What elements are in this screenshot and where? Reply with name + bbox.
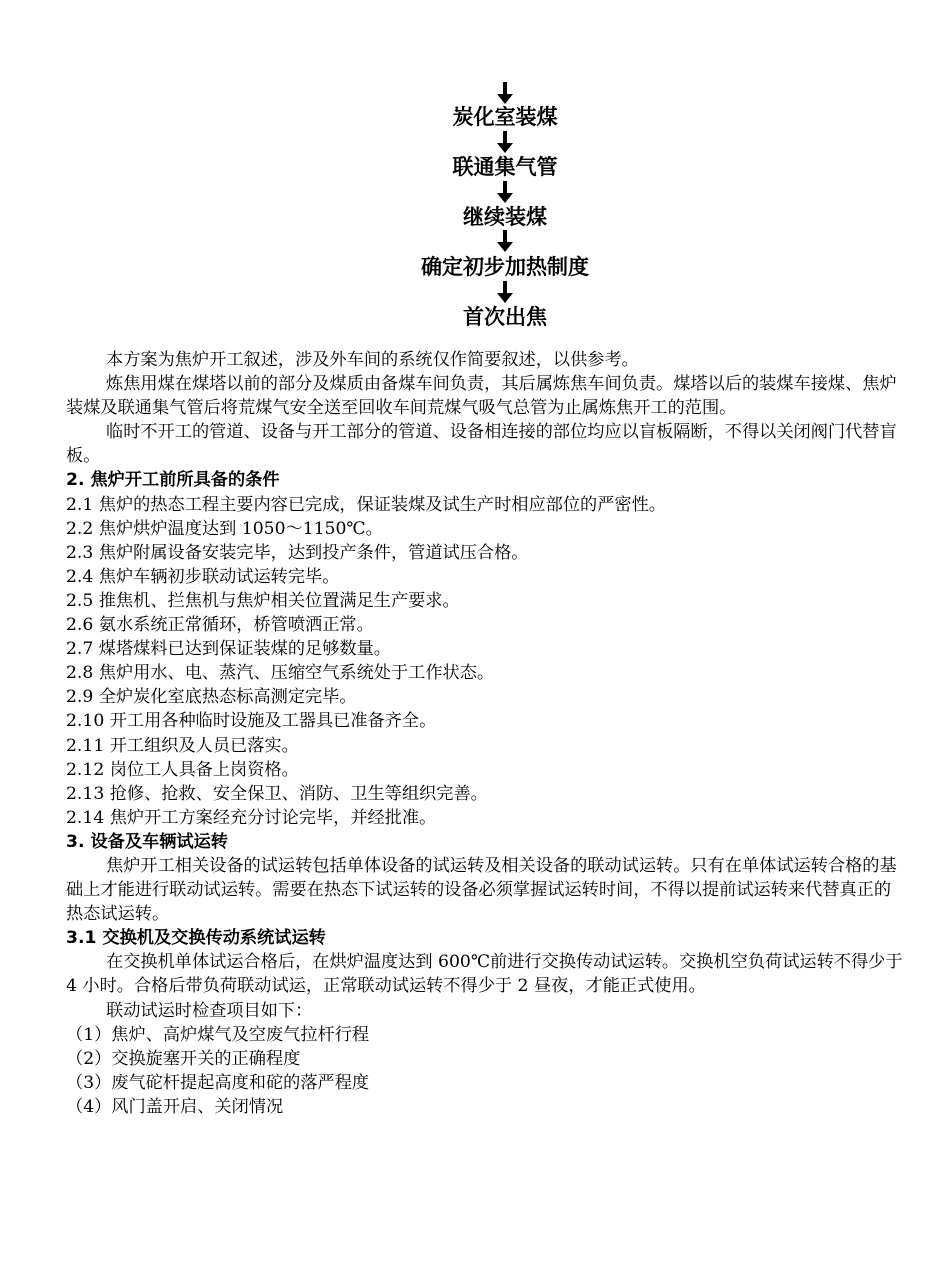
condition-item: 2.9 全炉炭化室底热态标高测定完毕。 [66,687,357,708]
check-item: （2）交换旋塞开关的正确程度 [66,1048,301,1069]
check-item: （4）风门盖开启、关闭情况 [66,1096,284,1117]
flow-step-2: 联通集气管 [452,155,558,179]
section-paragraph: 联动试运时检查项目如下： [106,1000,313,1021]
down-arrow-icon [495,82,515,104]
condition-item: 2.1 焦炉的热态工程主要内容已完成，保证装煤及试生产时相应部位的严密性。 [66,494,666,515]
flow-step-1: 炭化室装煤 [452,105,558,129]
flow-step-3: 继续装煤 [463,205,547,229]
condition-item: 2.6 氨水系统正常循环，桥管喷洒正常。 [66,615,374,636]
section-paragraph: 在交换机单体试运合格后，在烘炉温度达到 600℃前进行交换传动试运转。交换机空负荷试运转不得少于 4 小时。合格后带负荷联动试运，正常联动试运转不得少于 2 昼夜，才能正式使用。 [66,952,903,997]
check-item: （1）焦炉、高炉煤气及空废气拉杆行程 [66,1024,370,1045]
condition-item: 2.4 焦炉车辆初步联动试运转完毕。 [66,566,340,587]
check-item: （3）废气砣杆提起高度和砣的落严程度 [66,1072,370,1093]
condition-item: 2.5 推焦机、拦焦机与焦炉相关位置满足生产要求。 [66,590,460,611]
condition-item: 2.14 焦炉开工方案经充分讨论完毕，并经批准。 [66,807,437,828]
subsection-heading: 3.1 交换机及交换传动系统试运转 [66,928,326,949]
flow-step-4: 确定初步加热制度 [421,255,589,279]
intro-paragraph: 本方案为焦炉开工叙述，涉及外车间的系统仅作简要叙述，以供参考。 [106,350,639,370]
condition-item: 2.8 焦炉用水、电、蒸汽、压缩空气系统处于工作状态。 [66,663,495,684]
intro-paragraph: 炼焦用煤在煤塔以前的部分及煤质由备煤车间负责，其后属炼焦车间负责。煤塔以后的装煤车接煤、焦炉装煤及联通集气管后将荒煤气安全送至回收车间荒煤气吸气总管为止属炼焦开工的范围。 [66,374,897,419]
condition-item: 2.2 焦炉烘炉温度达到 1050～1150℃。 [66,518,383,539]
condition-item: 2.12 岗位工人具备上岗资格。 [66,759,299,780]
down-arrow-icon [495,181,515,203]
intro-paragraph: 临时不开工的管道、设备与开工部分的管道、设备相连接的部位均应以盲板隔断，不得以关闭阀门代替盲板。 [66,422,897,467]
condition-item: 2.10 开工用各种临时设施及工器具已准备齐全。 [66,711,437,732]
down-arrow-icon [495,281,515,303]
condition-item: 2.13 抢修、抢救、安全保卫、消防、卫生等组织完善。 [66,783,488,804]
down-arrow-icon [495,131,515,153]
section-heading: 2. 焦炉开工前所具备的条件 [66,470,280,491]
condition-item: 2.11 开工组织及人员已落实。 [66,735,299,756]
condition-item: 2.3 焦炉附属设备安装完毕，达到投产条件，管道试压合格。 [66,542,529,563]
document-body [66,348,904,1119]
section-paragraph: 焦炉开工相关设备的试运转包括单体设备的试运转及相关设备的联动试运转。只有在单体试运转合格的基础上才能进行联动试运转。需要在热态下试运转的设备必须掌握试运转时间，不得以提前试运转来代替真正的热态试运转。 [66,855,897,925]
section-heading: 3. 设备及车辆试运转 [66,831,228,852]
flow-step-5: 首次出焦 [463,305,547,329]
condition-item: 2.7 煤塔煤料已达到保证装煤的足够数量。 [66,639,391,660]
down-arrow-icon [495,230,515,252]
